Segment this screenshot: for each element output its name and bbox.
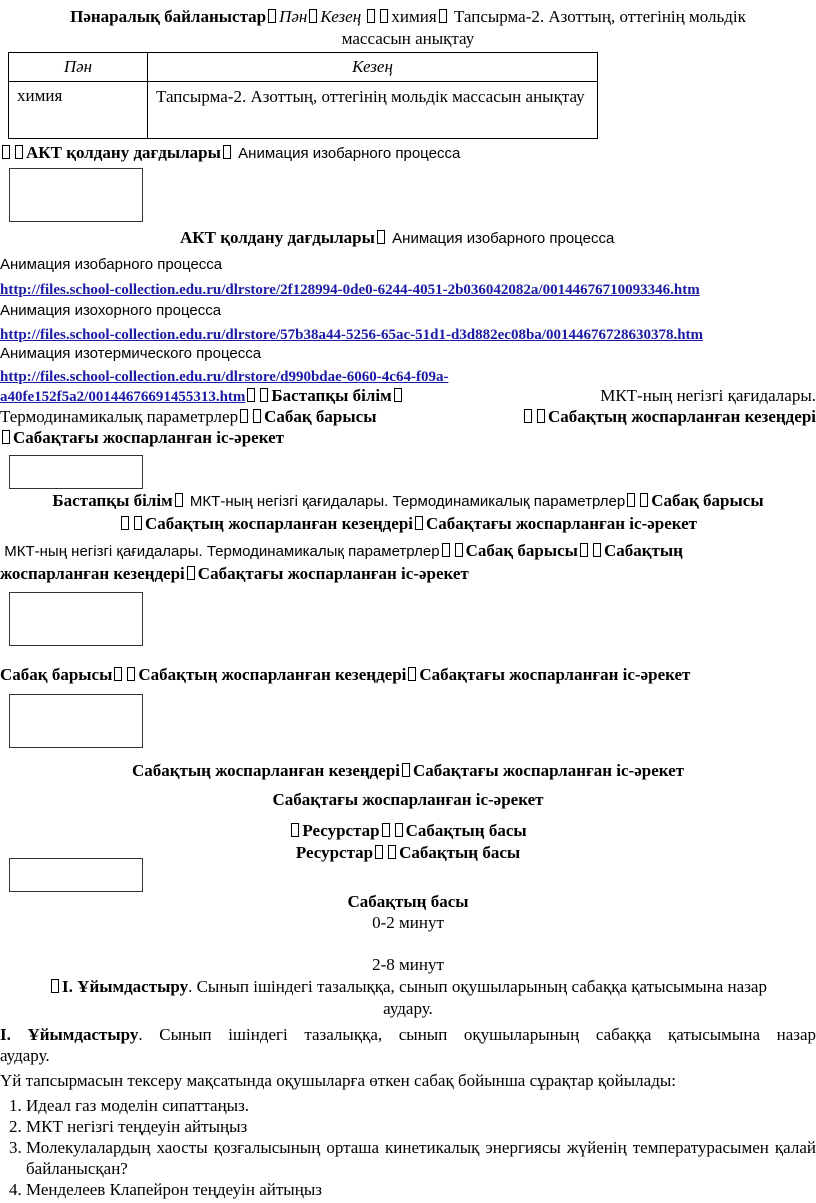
- missing-glyph-icon: [395, 823, 403, 837]
- empty-frame: [9, 858, 143, 892]
- header-task-cont: массасын анықтау: [341, 29, 475, 48]
- missing-glyph-icon: [455, 543, 463, 557]
- missing-glyph-icon: [382, 823, 390, 837]
- params-text: Термодинамикалық параметрлер: [0, 407, 239, 426]
- course-line: [0, 665, 690, 685]
- ict-label-2: АКТ қолдану дағдылары: [180, 228, 375, 247]
- missing-glyph-icon: [640, 493, 648, 507]
- subject-table: [8, 52, 598, 139]
- org-block-2: [0, 1024, 816, 1046]
- missing-glyph-icon: [240, 409, 248, 423]
- link-title-3: Анимация изотермического процесса: [0, 345, 262, 362]
- activity-label-5: Сабақтағы жоспарланған іс-әрекет: [413, 761, 685, 780]
- list-item: 1. Идеал газ моделін сипаттаңыз.: [26, 1095, 816, 1116]
- resources-label: Ресурстар: [302, 821, 380, 840]
- missing-glyph-icon: [309, 9, 317, 23]
- missing-glyph-icon: [268, 9, 276, 23]
- missing-glyph-icon: [408, 667, 416, 681]
- prior-text: МКТ-ның негізгі қағидалары.: [600, 386, 816, 405]
- ict-text: Анимация изобарного процесса: [238, 145, 461, 162]
- missing-glyph-icon: [2, 145, 10, 159]
- link-title-2: Анимация изохорного процесса: [0, 302, 222, 319]
- table-header-stage: Кезең: [148, 53, 598, 82]
- missing-glyph-icon: [134, 516, 142, 530]
- list-item: 4. Менделеев Клапейрон теңдеуін айтыңыз: [26, 1179, 816, 1200]
- activity-label-4: Сабақтағы жоспарланған іс-әрекет: [419, 665, 691, 684]
- ict-line: [0, 143, 460, 163]
- stages-label-4: Сабақтың жоспарланған кезеңдері: [138, 665, 407, 684]
- prior-label-2: Бастапқы білім: [52, 491, 173, 510]
- missing-glyph-icon: [127, 667, 135, 681]
- org-text-end: аудару.: [383, 999, 433, 1018]
- stages-first-3: Сабақтың: [603, 541, 683, 560]
- missing-glyph-icon: [415, 516, 423, 530]
- course-label: Сабақ барысы: [264, 407, 377, 426]
- org-block: [0, 976, 816, 1020]
- stages-lower-3: жоспарланған кезеңдері: [0, 564, 185, 583]
- missing-glyph-icon: [187, 566, 195, 580]
- time-0-2: 0-2 минут: [372, 913, 444, 932]
- ict-text-2: Анимация изобарного процесса: [392, 230, 615, 247]
- homework-intro: Үй тапсырмасын тексеру мақсатында оқушыларға өткен сабақ бойынша сұрақтар қойылады:: [0, 1071, 676, 1090]
- empty-frame: [9, 168, 143, 222]
- missing-glyph-icon: [367, 9, 375, 23]
- missing-glyph-icon: [375, 845, 383, 859]
- org-text-end-2: аудару.: [0, 1046, 50, 1065]
- resources-label-2: Ресурстар: [295, 843, 374, 862]
- course-label-2: Сабақ барысы: [651, 491, 764, 510]
- prior-block-3: [0, 540, 816, 585]
- empty-frame: [9, 455, 143, 489]
- lesson-start-label-2: Сабақтың басы: [399, 843, 521, 862]
- missing-glyph-icon: [627, 493, 635, 507]
- lesson-start-label: Сабақтың басы: [405, 821, 527, 840]
- prior-cont-line: [0, 407, 816, 427]
- missing-glyph-icon: [388, 845, 396, 859]
- org-label-2: І. Ұйымдастыру: [0, 1025, 139, 1044]
- stages-label: Сабақтың жоспарланған кезеңдері: [547, 407, 816, 426]
- table-header-subject: Пән: [9, 53, 148, 82]
- empty-frame: [9, 592, 143, 646]
- missing-glyph-icon: [580, 543, 588, 557]
- missing-glyph-icon: [15, 145, 23, 159]
- question-list: [0, 1095, 816, 1200]
- header-subject-label: Пән: [279, 7, 308, 26]
- missing-glyph-icon: [593, 543, 601, 557]
- stages-label-2: Сабақтың жоспарланған кезеңдері: [144, 514, 414, 533]
- missing-glyph-icon: [223, 145, 231, 159]
- page-header: [0, 6, 816, 50]
- stages-label-5: Сабақтың жоспарланған кезеңдері: [131, 761, 401, 780]
- missing-glyph-icon: [114, 667, 122, 681]
- missing-glyph-icon: [253, 409, 261, 423]
- ict-heading: [180, 228, 614, 248]
- activity-label-2: Сабақтағы жоспарланған іс-әрекет: [426, 514, 698, 533]
- missing-glyph-icon: [380, 9, 388, 23]
- header-task: Тапсырма-2. Азоттың, оттегінің мольдік: [453, 7, 746, 26]
- activity-line: [0, 428, 284, 448]
- missing-glyph-icon: [377, 230, 385, 244]
- ict-label: АКТ қолдану дағдылары: [26, 143, 221, 162]
- missing-glyph-icon: [439, 9, 447, 23]
- link-isochoric[interactable]: http://files.school-collection.edu.ru/dlrstore/57b38a44-5256-65ac-51d1-d3d882ec08ba/00144676728630378.htm: [0, 327, 704, 343]
- missing-glyph-icon: [537, 409, 545, 423]
- table-cell-task: Тапсырма-2. Азоттың, оттегінің мольдік массасын анықтау: [148, 82, 598, 139]
- activity-heading: Сабақтағы жоспарланған іс-әрекет: [272, 790, 544, 809]
- stages-heading: [0, 761, 816, 781]
- missing-glyph-icon: [402, 763, 410, 777]
- header-stage-label: Кезең: [320, 7, 362, 26]
- org-label: І. Ұйымдастыру: [62, 977, 189, 996]
- prior-line-a: МКТ-ның негізгі қағидалары. Термодинамикалық параметрлер: [189, 493, 626, 510]
- missing-glyph-icon: [2, 430, 10, 444]
- missing-glyph-icon: [442, 543, 450, 557]
- missing-glyph-icon: [524, 409, 532, 423]
- link-prior-line: [0, 386, 816, 406]
- missing-glyph-icon: [175, 493, 183, 507]
- activity-label-3: Сабақтағы жоспарланған іс-әрекет: [197, 564, 469, 583]
- missing-glyph-icon: [260, 388, 268, 402]
- link-title-1: Анимация изобарного процесса: [0, 256, 223, 273]
- lesson-start-heading: Сабақтың басы: [347, 892, 469, 911]
- missing-glyph-icon: [121, 516, 129, 530]
- course-label-3: Сабақ барысы: [465, 541, 578, 560]
- activity-label: Сабақтағы жоспарланған іс-әрекет: [13, 428, 284, 447]
- header-subject: химия: [391, 7, 437, 26]
- time-2-8: 2-8 минут: [372, 955, 444, 974]
- course-label-4: Сабақ барысы: [0, 665, 113, 684]
- prior-block-2: [0, 490, 816, 535]
- list-item: 2. МКТ негізгі теңдеуін айтыңыз: [26, 1116, 816, 1137]
- table-cell-subject: химия: [9, 82, 148, 139]
- prior-line-b: МКТ-ның негізгі қағидалары. Термодинамикалық параметрлер: [4, 543, 440, 560]
- missing-glyph-icon: [291, 823, 299, 837]
- link-isothermal-1[interactable]: http://files.school-collection.edu.ru/dlrstore/d990bdae-6060-4c64-f09a-: [0, 369, 449, 385]
- org-text: . Сынып ішіндегі тазалыққа, сынып оқушыларының сабаққа қатысымына назар: [188, 977, 767, 996]
- header-label: Пәнаралық байланыстар: [70, 7, 267, 26]
- missing-glyph-icon: [247, 388, 255, 402]
- missing-glyph-icon: [51, 979, 59, 993]
- prior-label: Бастапқы білім: [271, 386, 392, 405]
- list-item: 3. Молекулалардың хаосты қозғалысының орташа кинетикалық энергиясы жүйенің температурасымен қалай байланысқан?: [26, 1137, 816, 1179]
- missing-glyph-icon: [394, 388, 402, 402]
- link-isobaric[interactable]: http://files.school-collection.edu.ru/dlrstore/2f128994-0de0-6244-4051-2b036042082a/00144676710093346.htm: [0, 282, 700, 298]
- link-isothermal-2[interactable]: a40fe152f5a2/00144676691455313.htm: [0, 389, 246, 405]
- org-text-2: . Сынып ішіндегі тазалыққа, сынып оқушыларының сабаққа қатысымына назар: [138, 1025, 816, 1044]
- empty-frame: [9, 694, 143, 748]
